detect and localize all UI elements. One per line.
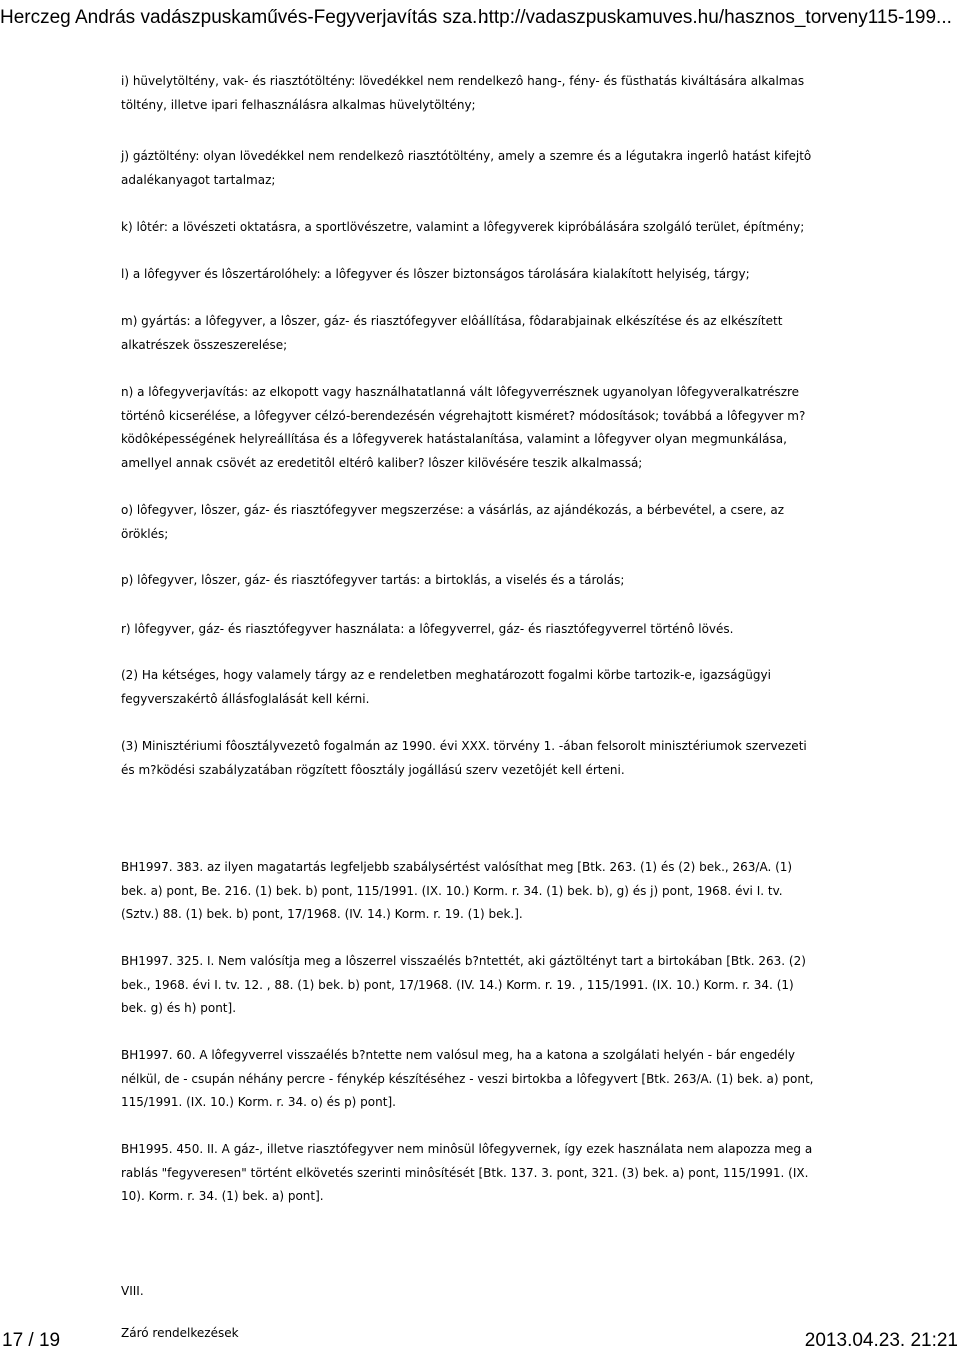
definition-k: k) lôtér: a lövészeti oktatásra, a sportlövészetre, valamint a lôfegyverek kipróbálására szolgáló terület, építmény; <box>121 220 805 234</box>
paragraph-2: (2) Ha kétséges, hogy valamely tárgy az e rendeletben meghatározott fogalmi körbe tartozik-e, igazságügyi fegyverszakértô állásfoglalását kell kérni. <box>121 668 771 706</box>
definition-n: n) a lôfegyverjavítás: az elkopott vagy használhatatlanná vált lôfegyverrésznek ugyanolyan lôfegyveralkatrészre történô kicserélése, a lôfegyver célzó-berendezésén végrehajtott kisméret? módosítások; továbbá a lôfegyver m?ködôképességének helyreállítása és a lôfegyverek hatástalanítása, valamint a lôfegyver olyan megmunkálása, amellyel annak csövét az eredetitôl eltérô kaliber? lôszer kilövésére teszik alkalmassá; <box>121 385 806 470</box>
definition-p: p) lôfegyver, lôszer, gáz- és riasztófegyver tartás: a birtoklás, a viselés és a tárolás; <box>121 573 625 587</box>
definition-o: o) lôfegyver, lôszer, gáz- és riasztófegyver megszerzése: a vásárlás, az ajándékozás, a bérbevétel, a csere, az öröklés; <box>121 503 785 541</box>
paragraph-3: (3) Minisztériumi fôosztályvezetô fogalmán az 1990. évi XXX. törvény 1. -ában felsorolt minisztériumok szervezeti és m?ködési szabályzatában rögzített fôosztály jogállású szerv vezetôjét kell érteni. <box>121 739 807 777</box>
definition-j: j) gáztöltény: olyan lövedékkel nem rendelkezô riasztótöltény, amely a szemre és a légutakra ingerlô hatást kifejtô adalékanyagot tartalmaz; <box>121 149 812 187</box>
chapter-heading: VIII. <box>121 1284 144 1298</box>
definition-i: i) hüvelytöltény, vak- és riasztótöltény: lövedékkel nem rendelkezô hang-, fény- és füsthatás kiváltására alkalmas töltény, illetve ipari felhasználásra alkalmas hüvelytöltény; <box>121 74 805 112</box>
case-bh1995-450: BH1995. 450. II. A gáz-, illetve riasztófegyver nem minôsül lôfegyvernek, így ezek használata nem alapozza meg a rablás "fegyveresen" történt elkövetés szerinti minôsítését [Btk. 137. 3. pont, 321. (3) bek. a) pont, 115/1991. (IX. 10). Korm. r. 34. (1) bek. a) pont]. <box>121 1142 813 1203</box>
case-bh1997-60: BH1997. 60. A lôfegyverrel visszaélés b?ntette nem valósul meg, ha a katona a szolgálati helyén - bár engedély nélkül, de - csupán néhány percre - fénykép készítéséhez - veszi birtokba a lôfegyvert [Btk. 263/A. (1) bek. a) pont, 115/1991. (IX. 10.) Korm. r. 34. o) és p) pont]. <box>121 1048 814 1109</box>
definition-l: l) a lôfegyver és lôszertárolóhely: a lôfegyver és lôszer biztonságos tárolására kialakított helyiség, tárgy; <box>121 267 750 281</box>
header-page-url: http://vadaszpuskamuves.hu/hasznos_torveny115-199... <box>478 7 952 28</box>
print-header <box>0 2 960 34</box>
page-counter: 17 / 19 <box>2 1330 61 1351</box>
print-footer <box>0 1320 960 1355</box>
print-datetime: 2013.04.23. 21:21 <box>804 1330 958 1351</box>
definition-m: m) gyártás: a lôfegyver, a lôszer, gáz- és riasztófegyver elôállítása, fôdarabjainak elkészítése és az elkészített alkatrészek összeszerelése; <box>121 314 783 352</box>
case-bh1997-325: BH1997. 325. I. Nem valósítja meg a lôszerrel visszaélés b?ntettét, aki gáztöltényt tart a birtokában [Btk. 263. (2) bek., 1968. évi I. tv. 12. , 88. (1) bek. b) pont, 17/1968. (IV. 14.) Korm. r. 19. , 115/1991. (IX. 10.) Korm. r. 34. (1) bek. g) és h) pont]. <box>121 954 806 1015</box>
definition-r: r) lôfegyver, gáz- és riasztófegyver használata: a lôfegyverrel, gáz- és riasztófegyverrel történô lövés. <box>121 622 734 636</box>
header-page-title: Herczeg András vadászpuskaművés-Fegyverjavítás sza... <box>0 7 488 28</box>
section-title: Záró rendelkezések <box>121 1326 239 1340</box>
case-bh1997-383: BH1997. 383. az ilyen magatartás legfeljebb szabálysértést valósíthat meg [Btk. 263. (1) és (2) bek., 263/A. (1) bek. a) pont, Be. 216. (1) bek. b) pont, 115/1991. (IX. 10.) Korm. r. 34. (1) bek. b), g) és j) pont, 1968. évi I. tv. (Sztv.) 88. (1) bek. b) pont, 17/1968. (IV. 14.) Korm. r. 19. (1) bek.]. <box>121 860 793 921</box>
